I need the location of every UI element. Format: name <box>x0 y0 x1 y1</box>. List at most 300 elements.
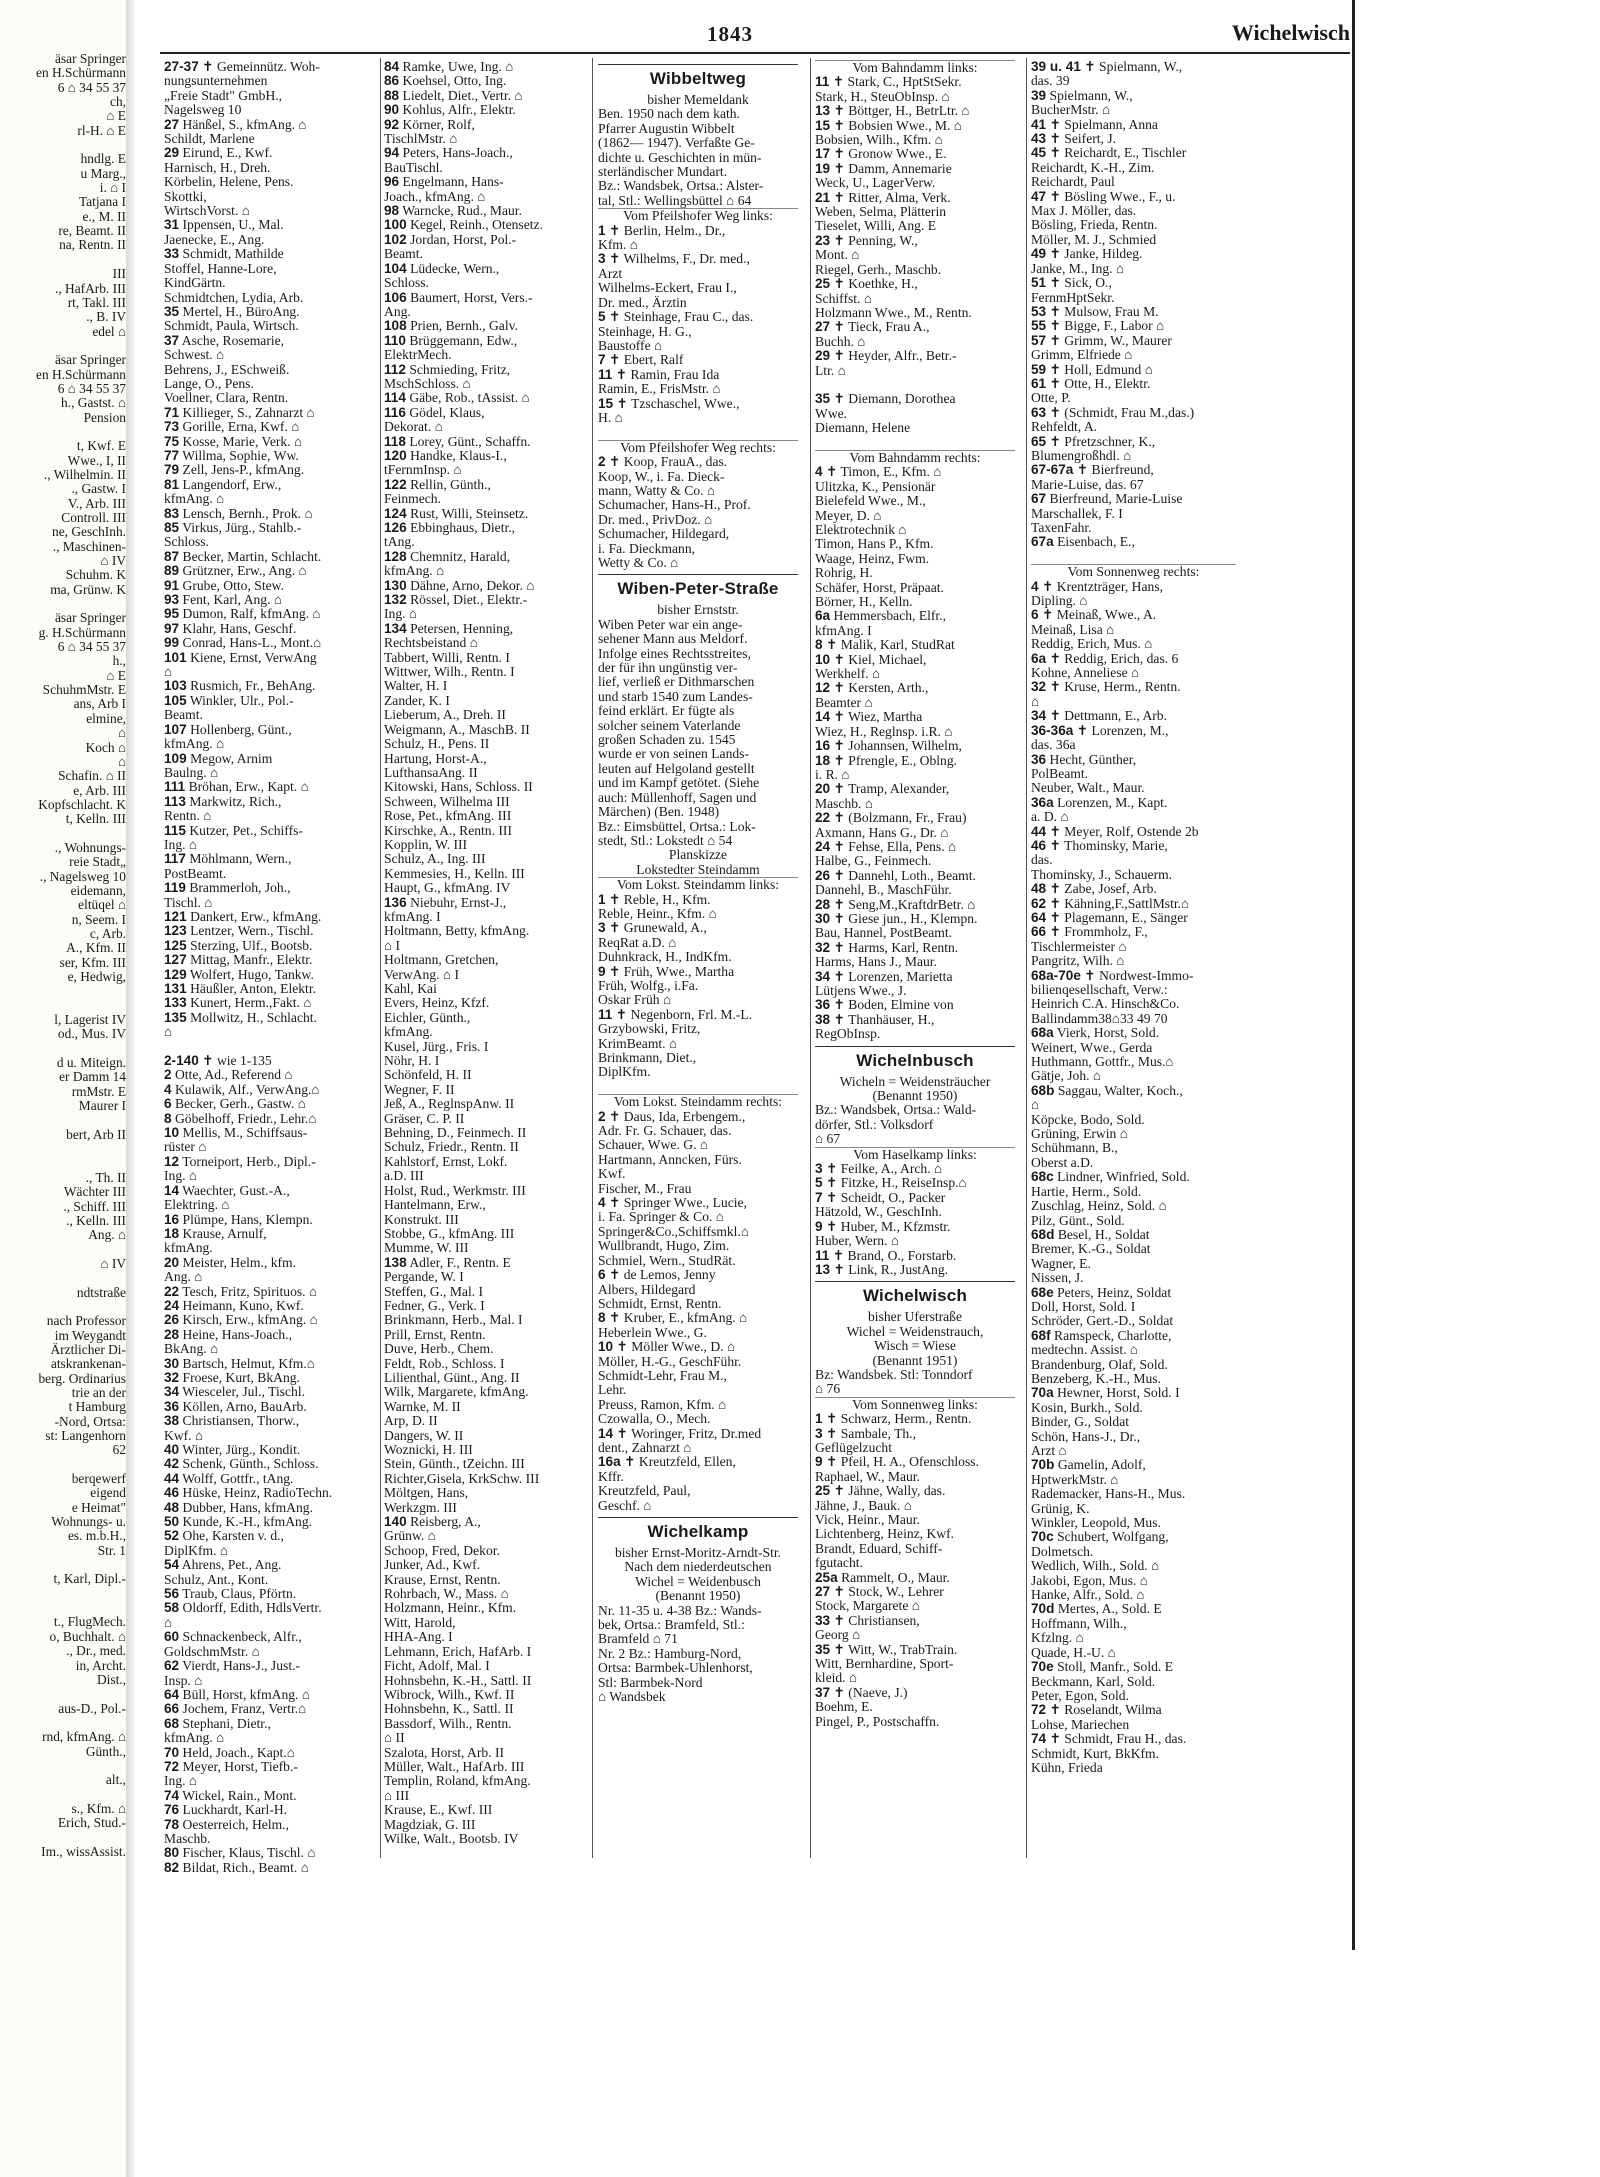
spine-line: aus-D., Pol.- <box>58 1701 126 1716</box>
house-number: 76 <box>164 1803 180 1818</box>
directory-entry: kfmAng. ⌂ <box>164 492 225 507</box>
resident-text: Bildat, Rich., Beamt. ⌂ <box>179 1860 309 1875</box>
resident-text: ✝ Tieck, Frau A., <box>830 320 930 335</box>
directory-entry <box>1031 1703 1236 1717</box>
directory-entry: Hartung, Horst-A., <box>384 751 487 766</box>
directory-entry: Grünig, K. <box>1031 1501 1090 1516</box>
spine-line <box>0 1042 126 1056</box>
house-number: 36a <box>1031 795 1054 810</box>
spine-line: e., M. II <box>82 209 126 224</box>
directory-entry: dörfer, Stl.: Volksdorf <box>815 1117 934 1132</box>
resident-text: Grützner, Erw., Ang. ⌂ <box>179 564 307 579</box>
directory-entry <box>384 319 584 333</box>
directory-entry: Wiez, H., Reglnsp. i.R. ⌂ <box>815 724 953 739</box>
house-number: 100 <box>384 218 407 233</box>
spine-line: im Weygandt <box>54 1328 126 1343</box>
directory-entry <box>164 146 364 160</box>
spacer <box>598 1080 798 1094</box>
house-number: 66 <box>1031 925 1047 940</box>
resident-text: Kulawik, Alf., VerwAng.⌂ <box>171 1082 320 1097</box>
house-number: 50 <box>164 1515 180 1530</box>
directory-entry: Jaenecke, E., Ang. <box>164 232 265 247</box>
directory-entry: leuten auf Helgoland gestellt <box>598 761 755 776</box>
spine-line: ., Dr., med. <box>66 1644 126 1659</box>
directory-entry: Hohnsbehn, K.-H., Sattl. II <box>384 1673 532 1688</box>
resident-text: Jochem, Franz, Vertr.⌂ <box>179 1702 307 1717</box>
spine-line: ⌂ <box>117 726 126 741</box>
directory-entry: Schmidt, Paula, Wirtsch. <box>164 319 299 334</box>
directory-entry: Brinkmann, Diet., <box>598 1051 697 1065</box>
directory-entry: Hohnsbehn, K., Sattl. II <box>384 1702 514 1717</box>
directory-entry <box>598 1110 798 1124</box>
resident-text: ✝ Möller Wwe., D. ⌂ <box>613 1340 736 1355</box>
directory-entry: Werkzgm. III <box>384 1500 457 1515</box>
directory-entry: FernmHptSekr. <box>1031 290 1115 305</box>
directory-entry <box>164 824 364 838</box>
house-number: 111 <box>164 780 186 795</box>
house-number: 14 <box>164 1183 180 1198</box>
house-number: 118 <box>384 434 406 449</box>
resident-text: ✝ Sambale, Th., <box>822 1426 917 1441</box>
resident-text: Eirund, E., Kwf. <box>179 146 273 161</box>
directory-entry: Grünw. ⌂ <box>384 1529 436 1544</box>
resident-text: ✝ Stock, W., Lehrer <box>830 1585 944 1600</box>
directory-entry: Voellner, Clara, Rentn. <box>164 391 289 406</box>
directory-entry: Woznicki, H. III <box>384 1443 473 1457</box>
directory-entry <box>164 1529 364 1543</box>
resident-text: Willma, Sophie, Ww. <box>179 448 299 463</box>
directory-entry <box>1031 680 1236 694</box>
directory-entry: Warnke, M. II <box>384 1399 461 1414</box>
directory-entry: BauTischl. <box>384 160 443 175</box>
directory-entry: HptwerkMstr. ⌂ <box>1031 1472 1119 1487</box>
directory-entry: GoldschmMstr. ⌂ <box>164 1644 260 1659</box>
resident-text: ✝ Pfrengle, E., Oblng. <box>830 753 958 768</box>
directory-entry: Heberlein Wwe., G. <box>598 1325 707 1340</box>
directory-entry <box>384 60 584 74</box>
directory-entry: Nöhr, H. I <box>384 1054 440 1069</box>
directory-entry: Holzmann Wwe., M., Rentn. <box>815 305 972 320</box>
house-number: 97 <box>164 621 180 636</box>
side-heading: Vom Sonnenweg rechts: <box>1031 564 1236 579</box>
house-number: 124 <box>384 506 407 521</box>
resident-text: Gorille, Erna, Kwf. ⌂ <box>179 420 300 435</box>
spine-line: 6 ⌂ 34 55 37 <box>57 640 126 655</box>
directory-entry: Steinhage, H. G., <box>598 324 692 339</box>
directory-entry <box>815 970 1015 984</box>
directory-entry <box>384 74 584 88</box>
directory-entry: Lütjens Wwe., J. <box>815 984 907 998</box>
directory-entry: i. Fa. Dieckmann, <box>598 541 696 556</box>
directory-entry <box>384 291 584 305</box>
directory-entry: Huber, Wern. ⌂ <box>815 1234 900 1249</box>
directory-entry: Baustoffe ⌂ <box>598 338 663 353</box>
resident-text: Schmieding, Fritz, <box>405 362 511 377</box>
spine-line: ⌂ E <box>106 668 126 683</box>
directory-entry <box>815 840 1015 854</box>
directory-entry <box>815 119 1015 133</box>
street-note: Lokstedter Steindamm <box>636 861 760 877</box>
street-note: (Benannt 1950) <box>655 1588 741 1604</box>
house-number: 59 <box>1031 362 1047 377</box>
resident-text: Ebbinghaus, Dietr., <box>406 521 516 535</box>
directory-entry: Bz.: Wandsbek, Ortsa.: Alster- <box>598 179 764 194</box>
directory-entry <box>598 1268 798 1282</box>
house-number: 5 <box>815 1176 823 1191</box>
resident-text: Winkler, Ulr., Pol.- <box>186 693 294 708</box>
directory-entry: Ben. 1950 nach dem kath. <box>598 107 740 122</box>
house-number: 85 <box>164 521 180 535</box>
directory-entry: Meyer, D. ⌂ <box>815 508 882 523</box>
directory-entry: Arzt ⌂ <box>1031 1444 1067 1458</box>
directory-entry <box>384 89 584 103</box>
directory-entry: dichte u. Geschichten in mün- <box>598 150 762 165</box>
directory-entry: i. R. ⌂ <box>815 767 850 782</box>
directory-entry <box>815 754 1015 768</box>
directory-entry <box>164 60 364 74</box>
directory-entry <box>1031 305 1236 319</box>
directory-entry <box>815 1614 1015 1628</box>
resident-text: Peters, Hans-Joach., <box>399 146 513 161</box>
house-number: 140 <box>384 1515 407 1530</box>
directory-entry <box>164 780 364 794</box>
directory-entry: ⌂ <box>1031 1098 1040 1113</box>
directory-entry <box>815 998 1015 1012</box>
directory-entry <box>164 1068 364 1082</box>
directory-entry <box>164 1371 364 1385</box>
directory-entry <box>815 1455 1015 1469</box>
resident-text: Zell, Jens-P., kfmAng. <box>179 463 305 478</box>
directory-entry <box>815 609 1015 623</box>
directory-entry <box>1031 60 1236 74</box>
house-number: 2 <box>598 1109 606 1124</box>
street-note: Wisch = Wiese <box>874 1338 956 1354</box>
directory-entry: Müller, Walt., HafArb. III <box>384 1759 525 1774</box>
directory-entry: kfmAng. <box>384 1025 433 1040</box>
directory-entry <box>1031 796 1236 810</box>
directory-entry: Ing. ⌂ <box>164 1774 198 1789</box>
directory-entry: wurde er von seinen Lands- <box>598 747 749 762</box>
spine-line: Maurer I <box>78 1099 126 1114</box>
directory-entry: Bz: Wandsbek. Stl: Tonndorf <box>815 1367 973 1382</box>
resident-text: Ohe, Karsten v. d., <box>179 1529 284 1544</box>
house-number: 1 <box>598 892 606 907</box>
directory-entry: Wilk, Margarete, kfmAng. <box>384 1385 529 1400</box>
directory-entry: Tischl. ⌂ <box>164 895 213 910</box>
directory-entry <box>815 1412 1015 1426</box>
directory-entry <box>598 1340 798 1354</box>
resident-text: ✝ Spielmann, Anna <box>1046 117 1158 132</box>
directory-entry: Schmidt, Ernst, Rentn. <box>598 1296 722 1311</box>
directory-entry: Buchh. ⌂ <box>815 334 866 349</box>
directory-entry: ⌂ 76 <box>815 1382 841 1397</box>
resident-text: Froese, Kurt, BkAng. <box>179 1370 300 1385</box>
house-number: 3 <box>815 1162 823 1177</box>
directory-entry <box>815 349 1015 363</box>
house-number: 81 <box>164 477 180 492</box>
directory-entry: Weben, Selma, Plätterin <box>815 205 947 220</box>
house-number: 20 <box>815 782 831 797</box>
spine-line: Koch ⌂ <box>85 740 126 755</box>
spine-line: eigend <box>90 1486 126 1501</box>
directory-entry: Walter, H. I <box>384 679 448 694</box>
directory-entry: Bz.: Eimsbüttel, Ortsa.: Lok- <box>598 819 756 834</box>
directory-entry: Weigmann, A., MaschB. II <box>384 722 530 737</box>
resident-text: ✝ Früh, Wwe., Martha <box>605 964 735 979</box>
street-note: (Benannt 1951) <box>872 1352 958 1368</box>
house-number: 27 <box>164 117 180 132</box>
resident-text: ✝ Penning, W., <box>830 233 918 248</box>
house-number: 119 <box>164 881 186 896</box>
directory-entry <box>164 247 364 261</box>
spacer <box>815 436 1015 450</box>
directory-entry: Quade, H.-U. ⌂ <box>1031 1645 1116 1660</box>
resident-text: ✝ Böttger, H., BetrLtr. ⌂ <box>830 104 970 119</box>
directory-entry: Reichardt, K.-H., Zim. <box>1031 160 1155 175</box>
directory-entry <box>815 162 1015 176</box>
directory-entry: Rademacker, Hans-H., Mus. <box>1031 1487 1186 1502</box>
house-number: 6 <box>1031 608 1039 623</box>
directory-entry: (1862— 1947). Verfaßte Ge- <box>598 136 755 151</box>
directory-entry <box>384 118 584 132</box>
house-number: 4 <box>815 465 823 480</box>
directory-entry: tAng. <box>384 535 415 550</box>
directory-entry <box>164 1443 364 1457</box>
house-number: 44 <box>1031 824 1047 839</box>
house-number: 131 <box>164 982 187 996</box>
resident-text: Hemmersbach, Elfr., <box>830 609 947 624</box>
resident-text: Schnackenbeck, Alfr., <box>179 1630 302 1645</box>
street-note: bisher Uferstraße <box>868 1309 962 1325</box>
directory-entry: Waage, Heinz, Fwm. <box>815 551 930 566</box>
directory-entry: Schmiel, Wern., StudRät. <box>598 1253 736 1268</box>
directory-entry: ⌂ <box>164 665 173 680</box>
directory-entry: Kfzlng. ⌂ <box>1031 1631 1084 1646</box>
directory-entry: Vick, Heinr., Maur. <box>815 1513 920 1527</box>
directory-entry <box>164 1357 364 1371</box>
directory-entry: Kahl, Kai <box>384 982 437 996</box>
house-number: 2-140 <box>164 1054 199 1069</box>
resident-text: ✝ Janke, Hildeg. <box>1046 247 1143 262</box>
street-note: Wichel = Weidenbusch <box>635 1573 761 1589</box>
directory-entry: Hartie, Herm., Sold. <box>1031 1184 1142 1199</box>
resident-text: Wickel, Rain., Mont. <box>179 1788 297 1803</box>
directory-entry: medtechn. Assist. ⌂ <box>1031 1343 1139 1358</box>
house-number: 60 <box>164 1630 180 1645</box>
column-5 <box>1031 60 1236 1775</box>
directory-entry: Kwf. <box>598 1167 626 1182</box>
resident-text: Brüggemann, Edw., <box>405 333 518 348</box>
house-number: 1 <box>815 1412 823 1427</box>
resident-text: ✝ Grimm, W., Maurer <box>1046 333 1172 348</box>
directory-entry: ⌂ II <box>384 1731 405 1746</box>
house-number: 117 <box>164 852 186 867</box>
directory-entry <box>384 579 584 593</box>
house-number: 83 <box>164 506 180 521</box>
spine-line: t., FlugMech. <box>53 1615 126 1630</box>
resident-text: ✝ Ramin, Frau Ida <box>612 367 720 382</box>
directory-entry: kfmAng. I <box>815 623 872 638</box>
house-number: 34 <box>1031 709 1047 724</box>
house-number: 138 <box>384 1255 407 1270</box>
directory-entry <box>164 420 364 434</box>
resident-text: Virkus, Jürg., Stahlb.- <box>179 521 302 535</box>
directory-entry: PolBeamt. <box>1031 766 1089 781</box>
spine-line: 6 ⌂ 34 55 37 <box>57 381 126 396</box>
directory-entry: Stl: Barmbek-Nord <box>598 1675 703 1690</box>
directory-entry <box>815 869 1015 883</box>
resident-text: ✝ Kruse, Herm., Rentn. <box>1046 680 1181 695</box>
resident-text: Tesch, Fritz, Spirituos. ⌂ <box>179 1284 318 1299</box>
directory-entry <box>1031 753 1236 767</box>
resident-text: Waechter, Gust.-A., <box>179 1183 290 1198</box>
directory-entry <box>1031 652 1236 666</box>
resident-text: ✝ Koop, FrauA., das. <box>605 455 728 470</box>
directory-entry: Otte, P. <box>1031 391 1071 406</box>
spine-line <box>0 1271 126 1285</box>
directory-entry <box>1031 406 1236 420</box>
directory-entry <box>1031 334 1236 348</box>
spine-line: es. m.b.H., <box>67 1529 126 1544</box>
house-number: 94 <box>384 146 400 161</box>
column-4 <box>815 60 1015 1729</box>
directory-entry: Peter, Egon, Sold. <box>1031 1688 1130 1703</box>
street-heading: Wichelkamp <box>598 1517 798 1546</box>
directory-entry <box>384 1256 584 1270</box>
street-note: bisher Ernststr. <box>657 602 739 618</box>
spine-line: äsar Springer <box>54 611 126 626</box>
house-number: 25a <box>815 1570 838 1585</box>
spine-line: ⌂ E <box>106 109 126 124</box>
spine-line: III <box>112 267 126 282</box>
house-number: 68a-70e <box>1031 968 1081 983</box>
house-number: 11 <box>598 1007 613 1022</box>
spine-line: Wohnungs- u. <box>51 1515 126 1530</box>
directory-entry <box>815 1176 1015 1190</box>
directory-entry <box>598 1008 798 1022</box>
directory-entry: Hartmann, Anncken, Fürs. <box>598 1152 742 1167</box>
resident-text: ✝ Thominsky, Marie, <box>1046 838 1168 853</box>
directory-entry <box>1031 276 1236 290</box>
house-number: 70b <box>1031 1458 1055 1473</box>
directory-entry: Joach., kfmAng. ⌂ <box>384 189 486 204</box>
directory-entry: Hoffmann, Wilh., <box>1031 1616 1127 1631</box>
house-number: 24 <box>164 1298 180 1313</box>
directory-entry: Fedner, G., Verk. I <box>384 1298 485 1313</box>
directory-entry: i. Fa. Springer & Co. ⌂ <box>598 1210 724 1225</box>
directory-entry: Schoop, Fred, Dekor. <box>384 1543 500 1558</box>
resident-text: ✝ Grunewald, A., <box>605 921 707 936</box>
directory-entry <box>815 1220 1015 1234</box>
resident-text: Markwitz, Rich., <box>185 794 282 809</box>
house-number: 68f <box>1031 1328 1051 1343</box>
directory-entry: Magdziak, G. III <box>384 1817 476 1832</box>
directory-entry: Benzeberg, K.-H., Mus. <box>1031 1371 1161 1386</box>
resident-text: ✝ Bierfreund, <box>1073 463 1154 478</box>
resident-text: Rellin, Günth., <box>406 477 491 492</box>
resident-text: Häußler, Anton, Elektr. <box>186 982 317 996</box>
spine-line: ch, <box>110 95 126 110</box>
directory-entry: Schauer, Wwe. G. ⌂ <box>598 1138 709 1153</box>
resident-text: Büll, Horst, kfmAng. ⌂ <box>179 1687 311 1702</box>
directory-entry <box>1031 1530 1236 1544</box>
resident-text: Wiesceler, Jul., Tischl. <box>179 1385 306 1400</box>
spine-line: 62 <box>112 1443 126 1458</box>
directory-entry: Wetty & Co. ⌂ <box>598 556 679 570</box>
house-number: 62 <box>164 1659 180 1674</box>
spine-line: t, Karl, Dipl.- <box>53 1572 126 1587</box>
house-number: 3 <box>598 252 606 267</box>
directory-entry: Reichardt, Paul <box>1031 175 1115 190</box>
house-number: 20 <box>164 1255 180 1270</box>
directory-entry: Arp, D. II <box>384 1414 438 1429</box>
house-number: 6 <box>598 1268 606 1283</box>
directory-entry: Grzybowski, Fritz, <box>598 1022 701 1037</box>
street-note: Wicheln = Weidensträucher <box>839 1073 991 1089</box>
directory-entry: Nr. 2 Bz.: Hamburg-Nord, <box>598 1646 742 1661</box>
resident-text: Gäbe, Rob., tAssist. ⌂ <box>405 391 530 406</box>
directory-entry <box>164 1313 364 1327</box>
header-rule <box>160 52 1350 54</box>
directory-entry <box>164 1515 364 1529</box>
resident-text: ✝ Tramp, Alexander, <box>830 782 950 797</box>
directory-entry: Schön, Hans-J., Dr., <box>1031 1429 1141 1444</box>
resident-text: Schubert, Wolfgang, <box>1053 1530 1169 1545</box>
spine-line: bert, Arb II <box>66 1127 126 1142</box>
spine-line: Wwe., I, II <box>67 453 126 468</box>
resident-text: ✝ Otte, H., Elektr. <box>1046 376 1151 391</box>
house-number: 123 <box>164 924 187 939</box>
resident-text: ✝ Huber, M., Kfzmstr. <box>822 1219 951 1234</box>
directory-entry: Fischer, M., Frau <box>598 1181 692 1196</box>
directory-entry: Heinrich C.A. Hinsch&Co. <box>1031 997 1180 1012</box>
directory-entry: Jähne, J., Bauk. ⌂ <box>815 1498 912 1513</box>
house-number: 17 <box>815 147 831 162</box>
resident-text: Petersen, Henning, <box>406 621 514 636</box>
house-number: 36-36a <box>1031 723 1074 738</box>
directory-entry: kfmAng. <box>164 1241 213 1256</box>
house-number: 44 <box>164 1471 180 1486</box>
resident-text: Kegel, Reinh., Otensetz. <box>406 218 543 233</box>
spine-line: elmine, <box>86 711 126 726</box>
house-number: 68d <box>1031 1227 1055 1242</box>
side-heading: Vom Bahndamm links: <box>815 60 1015 75</box>
directory-entry <box>815 1263 1015 1277</box>
directory-entry: ⌂ I <box>384 938 401 953</box>
street-note: bisher Memeldank <box>647 92 749 107</box>
directory-entry <box>164 910 364 924</box>
house-number: 36 <box>1031 752 1047 767</box>
directory-entry: Schiffst. ⌂ <box>815 291 872 306</box>
directory-entry: Thominsky, J., Schauerm. <box>1031 867 1173 882</box>
spine-line: atskrankenan- <box>50 1357 126 1372</box>
house-number: 46 <box>1031 838 1047 853</box>
spine-line: rl-H. ⌂ E <box>77 123 126 138</box>
side-heading: Vom Pfeilshofer Weg links: <box>598 208 798 223</box>
directory-entry <box>1031 190 1236 204</box>
house-number: 112 <box>384 362 406 377</box>
directory-entry: Evers, Heinz, Kfzf. <box>384 996 490 1011</box>
house-number: 4 <box>164 1082 172 1097</box>
directory-entry <box>815 710 1015 724</box>
spine-line <box>0 984 126 998</box>
directory-entry <box>164 1760 364 1774</box>
directory-entry <box>1031 608 1236 622</box>
directory-entry: und im Kampf getötet. (Siehe <box>598 776 760 791</box>
spine-line: Ang. ⌂ <box>88 1228 126 1243</box>
street-heading: Wichelnbusch <box>815 1046 1015 1075</box>
directory-entry <box>598 455 798 469</box>
